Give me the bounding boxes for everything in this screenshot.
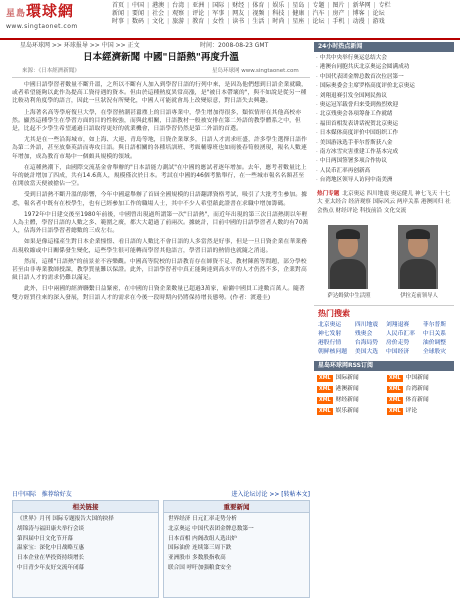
nav-link[interactable]: 汽车 [312,10,325,17]
sidebar-news-item[interactable]: · 奥运冠军载誉归来受到热烈欢迎 [316,101,452,110]
hot-search-link[interactable]: 神七发射 [318,330,342,337]
bottom-boxes [12,500,310,598]
nav-link[interactable]: 星岛 [292,2,305,9]
hot-search-grid [314,321,454,357]
nav-separator: | [247,18,250,25]
nav-separator: | [187,2,190,9]
hot-search-title: 热门搜索 [318,308,350,318]
nav-link[interactable]: 新闻 [112,10,125,17]
nav-separator: | [147,2,150,9]
sidebar-news-item[interactable]: · 中共中央举行奥运总结大会 [316,54,452,63]
nav-link[interactable]: 社会 [152,10,165,17]
rss-item[interactable] [317,396,381,405]
nav-link[interactable]: 文化 [152,18,165,25]
nav-separator: | [307,10,310,17]
nav-link[interactable]: 体育 [252,2,265,9]
sidebar-news-item[interactable]: · 南方冰雪灾害重建工作基本完成 [316,148,452,157]
hot-search-link[interactable]: 美国大选 [354,348,379,355]
rss-item-label: 体育新闻 [405,396,429,403]
discuss-link[interactable]: 进入论坛讨论 >> [转帖本文] [231,491,310,498]
nav-link[interactable]: 军事 [212,10,225,17]
nav-link[interactable]: 手机 [332,18,345,25]
hot-search-link[interactable]: 油价调整 [422,339,447,346]
related-link[interactable]: 温家宝：深化中日战略互惠 [17,545,85,552]
hot-search-link[interactable]: 菲尔普斯 [422,321,447,328]
sidebar-news-item[interactable]: · 中国代表团金牌总数首次位居第一 [316,73,452,82]
top-nav [112,2,455,26]
logo-url: www.singtaonet.com [6,23,78,30]
important-news-box [163,500,310,598]
article-paragraph: 然而，這種"日語熱"的前景並不容樂觀。中國高等院校的日語教育存在師資不足、教材陳舊等問題，部分學校甚至由非專業教師授課，教學質量難以保證。此外，日語學習者中真正能夠達到高水平的人才仍然不多，企業對高級日語人才的需求仍難以滿足。 [12,258,307,282]
nav-separator: | [187,18,190,25]
hot-search-link[interactable]: 全球股灾 [422,348,447,355]
sidebar-news-item[interactable]: · 人民币汇率再创新高 [316,167,452,176]
hot-topics [314,188,454,219]
xml-icon: XML [389,386,401,392]
nav-link[interactable]: 亚洲 [192,2,205,9]
xml-icon: XML [319,386,331,392]
article-paragraph: 此外，日中兩國的經濟聯繫日益緊密，在中國的日資企業數量已超過3萬家，雇傭中國員工達數百萬人。隨著雙方經貿往來的深入發展，對日語人才的需求在今後一段時期內仍將保持增長態勢。(作者：渡邊圭) [12,286,305,301]
nav-separator: | [307,2,310,9]
related-links-title: 相关链接 [13,501,158,513]
article [12,50,310,305]
nav-link[interactable]: 游戏 [372,18,385,25]
nav-separator: | [147,10,150,17]
nav-link[interactable]: 旅游 [172,18,185,25]
related-link[interactable]: 第四届中日文化节开幕 [17,535,73,542]
article-paragraph: 1972年中日建交後至1980年前後，中國曾出現過所謂第一次"日語熱"，而近年出現的第三次日語熱則以年輕人為主體，學習日語的人數之多、範圍之廣，都大大超過了前兩次。據統計，目前中國的日語學習者人數約有70萬人，佔海外日語學習者總數的三成左右。 [12,211,309,235]
nav-separator: | [267,18,270,25]
article-paragraph: 上海著名高等學府復旦大學，在學習熱潮甚囂塵上的日語專業中，學生增加得很多，類似情形在其他高校亦然。顯然這種學生在學習方面的目的性較強，而與此相關，日語教材一般被安排在第二外語的教學體系之中，但是，比起不少學生希望通過日語取得更好的就業機會，日語學習仍然是第二外語的首選。 [12,109,302,133]
nav-separator: | [167,18,170,25]
rss-item[interactable] [387,396,451,405]
nav-link[interactable]: 论坛 [312,18,325,25]
nav-separator: | [147,18,150,25]
nav-separator: | [207,18,210,25]
xml-icon: XML [389,375,401,381]
important-news-link[interactable]: 日本首相 内阁改组人选出炉 [168,535,237,542]
important-news-link[interactable]: 北京奥运 中国代表团金牌总数第一 [168,525,254,532]
sidebar-news-item[interactable]: · 港澳台同胞共庆北京奥运会圆满成功 [316,63,452,72]
rss-item-label: 台湾新闻 [405,385,429,392]
photo-caption-left[interactable]: 萨达姆狱中生活照 [327,292,371,299]
nav-separator: | [207,10,210,17]
sidebar-news-item[interactable]: · 日本媒体高度评价中国组织工作 [316,129,452,138]
photo-caption-right[interactable]: 伊拉克前领导人 [400,292,438,299]
nav-link[interactable]: 娱乐 [272,2,285,9]
nav-link[interactable]: 星座 [292,18,305,25]
rss-item[interactable] [387,374,451,383]
hot-search-link[interactable]: 残奥会 [354,330,373,337]
site-logo[interactable] [6,2,106,36]
hot-topics-text[interactable]: 北京奥运 四川地震 奥运健儿 神七飞天 十七大 亚太经合 经济观察 国际风云 两岸关系 港澳回归 社会热点 财经评论 科技前沿 文化交流 [317,190,451,214]
source-right: 星岛环球网 www.singtaonet.com [212,68,299,74]
important-news-link[interactable]: 世界经济 日元汇率走势分析 [168,516,237,522]
nav-link[interactable]: 时尚 [272,18,285,25]
nav-separator: | [247,10,250,17]
nav-separator: | [227,18,230,25]
nav-separator: | [347,18,350,25]
nav-row-3 [112,18,455,26]
nav-separator: | [127,18,130,25]
article-paragraph: 受到日語熱不斷升溫的影響，今年中國還舉辦了首屆全國規模的日語翻譯資格考試，吸引了大批考生參加。據悉，報名者中既有在校學生，也有已經參加工作的職場人士，其中不少人希望藉此證書在求職中增加籌碼。 [12,192,308,207]
nav-link[interactable]: 专题 [312,2,325,9]
nav-separator: | [207,2,210,9]
nav-link[interactable]: 要闻 [132,10,145,17]
article-paragraph: 尤其是在一些沿海城市，如上海、大連、青島等地，日資企業眾多，日語人才需求旺盛，許多學生選擇日語作為第二外語，甚至放棄英語而專攻日語。與日語相關的各種培訓班、考級輔導班也如雨後春筍般湧現，報名人數連年增加，成為教育市場中一個頗具規模的領域。 [12,137,308,160]
nav-link[interactable]: 科技 [272,10,285,17]
related-link[interactable]: 《世界》月刊 国际专题报告大国的抉择 [17,516,114,522]
hot-search-link[interactable]: 台海局势 [354,339,379,346]
share-link[interactable]: 推荐给好友 [41,491,72,498]
important-news-link[interactable]: 亚洲股市 多数股指收高 [168,555,226,562]
nav-link[interactable]: 新华网 [352,2,371,9]
nav-link[interactable]: 国际 [212,2,225,9]
home-link[interactable]: 日中国际 [12,491,37,498]
rss-grid [314,371,454,419]
article-body [12,81,310,302]
nav-link[interactable]: 台湾 [172,2,185,9]
header-divider [0,38,460,40]
nav-separator: | [187,10,190,17]
rss-item[interactable] [317,374,381,383]
hot-search-link[interactable]: 中日关系 [422,330,447,337]
sidebar-news-item[interactable]: · 刘翔退赛引发全国网民热议 [316,92,452,101]
nav-separator: | [167,10,170,17]
nav-separator: | [347,10,350,17]
xml-icon: XML [389,397,401,403]
article-paragraph: 在這種熱潮下，由國際交流基金會舉辦的"日本語能力測試"在中國的應試者逐年增加。去年，應考者數量比上年的統計增加了四成，共有14.6萬人，規模僅次於日本。考試在中國的46個考點舉行，在一些城市報名名額甚至在開放當天便被搶佔一空。 [12,164,307,188]
logo-text: 環球網 [26,2,75,20]
nav-link[interactable]: 博客 [352,10,365,17]
xml-icon: XML [319,397,331,403]
hot-search-link[interactable]: 人民币汇率 [385,330,415,337]
nav-separator: | [327,2,330,9]
nav-link[interactable]: 图片 [332,2,345,9]
site-header [0,0,460,38]
hot-search-link[interactable]: 朝鲜核问题 [318,348,347,355]
nav-link[interactable]: 评论 [192,10,205,17]
nav-separator: | [367,10,370,17]
nav-link[interactable]: 中国 [132,2,145,9]
nav-row-1 [112,2,455,10]
nav-separator: | [127,2,130,9]
rss-item-label: 评论 [405,407,418,414]
article-paragraph: 中國日語學習者數量不斷升溫，之所以不斷有人加入到學習日語的行列中來，是因為他們想到日語企業就職，或者希望能夠以此作為提高工資待遇的資本。但由於這種熱度異常高漲，是"被日本帶壞的"，與不如說是從另一種比較功利角度學的語言，因此一旦狀況有所變化，中國人可能就會馬上改變原意，對日語失去興趣。 [12,82,308,105]
nav-separator: | [367,18,370,25]
hot-search-link[interactable]: 中国经济 [385,348,410,355]
photo-section [314,223,454,303]
sidebar-news-item[interactable]: · 北京残奥会各项筹备工作就绪 [316,110,452,119]
rss-item[interactable] [317,385,381,394]
title-divider [12,77,310,78]
nav-separator: | [287,18,290,25]
rss-item[interactable] [387,407,451,416]
nav-separator: | [373,2,376,9]
nav-separator: | [287,10,290,17]
hot-topics-label: 热门专题 [317,190,340,197]
nav-link[interactable]: 教育 [192,18,205,25]
related-links-box [12,500,159,598]
logo-prefix: 星島 [6,9,27,19]
sidebar [314,42,454,419]
article-paragraph: 如果是像這樣產生對日本企業憧憬、看日語的人數比不會日語的人多當然是好事，但是一旦日資企業在華業務出現收縮或中日關係發生變化，這些學生很可能轉而學習其他語言，學習日語的熱情也就隨之消退。 [12,239,308,254]
hot-search [314,305,454,357]
sidebar-news-list [314,52,454,188]
sidebar-news-item[interactable]: · 中日两国签署多项合作协议 [316,157,452,166]
xml-icon: XML [389,408,401,414]
article-source [12,66,310,75]
nav-link[interactable]: 论坛 [372,10,385,17]
rss-item[interactable] [317,407,381,416]
hot-search-link[interactable]: 房价走势 [385,339,410,346]
nav-link[interactable]: 网友 [232,10,245,17]
breadcrumb: 星岛环球网 >> 环球报导 >> 中国 >> 正文 [20,42,140,49]
nav-link[interactable]: 首页 [112,2,125,9]
nav-separator: | [347,2,350,9]
hot-search-link[interactable]: 港股行情 [318,339,342,346]
nav-link[interactable]: 生活 [252,18,265,25]
article-title: 日本經濟新聞 中國"日語熱"再度升溫 [83,52,239,63]
nav-separator: | [127,10,130,17]
nav-separator: | [287,2,290,9]
rss-item-label: 中国新闻 [405,374,429,381]
sidebar-news-item[interactable]: · 台湾地区领导人访问中南美洲 [316,176,452,185]
news-photo-left[interactable] [328,225,368,289]
sidebar-news-item[interactable]: · 美国游泳选手菲尔普斯获八金 [316,139,452,148]
nav-link[interactable]: 数码 [132,18,145,25]
nav-separator: | [227,2,230,9]
related-link[interactable]: 日本企业在华投资持续增长 [17,555,85,562]
important-news-link[interactable]: 联合国 呼吁加强粮食安全 [168,564,232,571]
xml-icon: XML [319,375,331,381]
sidebar-head: 24小时热点新闻 [314,42,454,52]
rss-head: 星岛环球网RSS订阅 [314,361,454,371]
nav-separator: | [267,2,270,9]
nav-separator: | [267,10,270,17]
xml-icon: XML [319,408,331,414]
rss-item-label: 国际新闻 [335,374,359,381]
nav-link[interactable]: 财经 [232,2,245,9]
nav-link[interactable]: 健康 [292,10,305,17]
important-news-title: 重要新闻 [164,501,309,513]
hot-search-link[interactable]: 刘翔退赛 [385,321,410,328]
nav-link[interactable]: 专栏 [378,2,391,9]
nav-separator: | [167,2,170,9]
nav-link[interactable]: 时事 [112,18,125,25]
nav-link[interactable]: 港澳 [152,2,165,9]
source-left: 來源：《日本經濟新聞》 [22,68,80,74]
publish-date: 时间：2008-08-23 GMT [200,42,269,49]
nav-separator: | [307,18,310,25]
nav-link[interactable]: 观察 [172,10,185,17]
nav-link[interactable]: 视频 [252,10,265,17]
rss-item-label: 港澳新闻 [335,385,359,392]
nav-separator: | [247,2,250,9]
nav-separator: | [327,18,330,25]
nav-separator: | [327,10,330,17]
sidebar-news-item[interactable]: · 国际奥委会主席罗格高度评价北京奥运 [316,82,452,91]
hot-search-link[interactable]: 四川地震 [354,321,379,328]
rss-item-label: 娱乐新闻 [335,407,359,414]
news-photo-right[interactable] [398,225,438,289]
nav-separator: | [227,10,230,17]
rss-item[interactable] [387,385,451,394]
nav-link[interactable]: 房产 [332,10,345,17]
nav-link[interactable]: 动漫 [352,18,365,25]
related-link[interactable]: 中日青少年友好交流年闭幕 [17,564,85,571]
sidebar-news-item[interactable]: · 福田首相发表讲话祝贺北京奥运 [316,120,452,129]
related-link[interactable]: 胡锦涛与福田康夫举行会谈 [17,525,85,532]
nav-link[interactable]: 读书 [232,18,245,25]
nav-link[interactable]: 女性 [212,18,225,25]
rss-item-label: 财经新闻 [335,396,359,403]
important-news-link[interactable]: 国际油价 连续第三周下跌 [168,545,232,552]
nav-row-2 [112,10,455,18]
hot-search-link[interactable]: 北京奥运 [318,321,342,328]
article-footer [12,490,310,499]
